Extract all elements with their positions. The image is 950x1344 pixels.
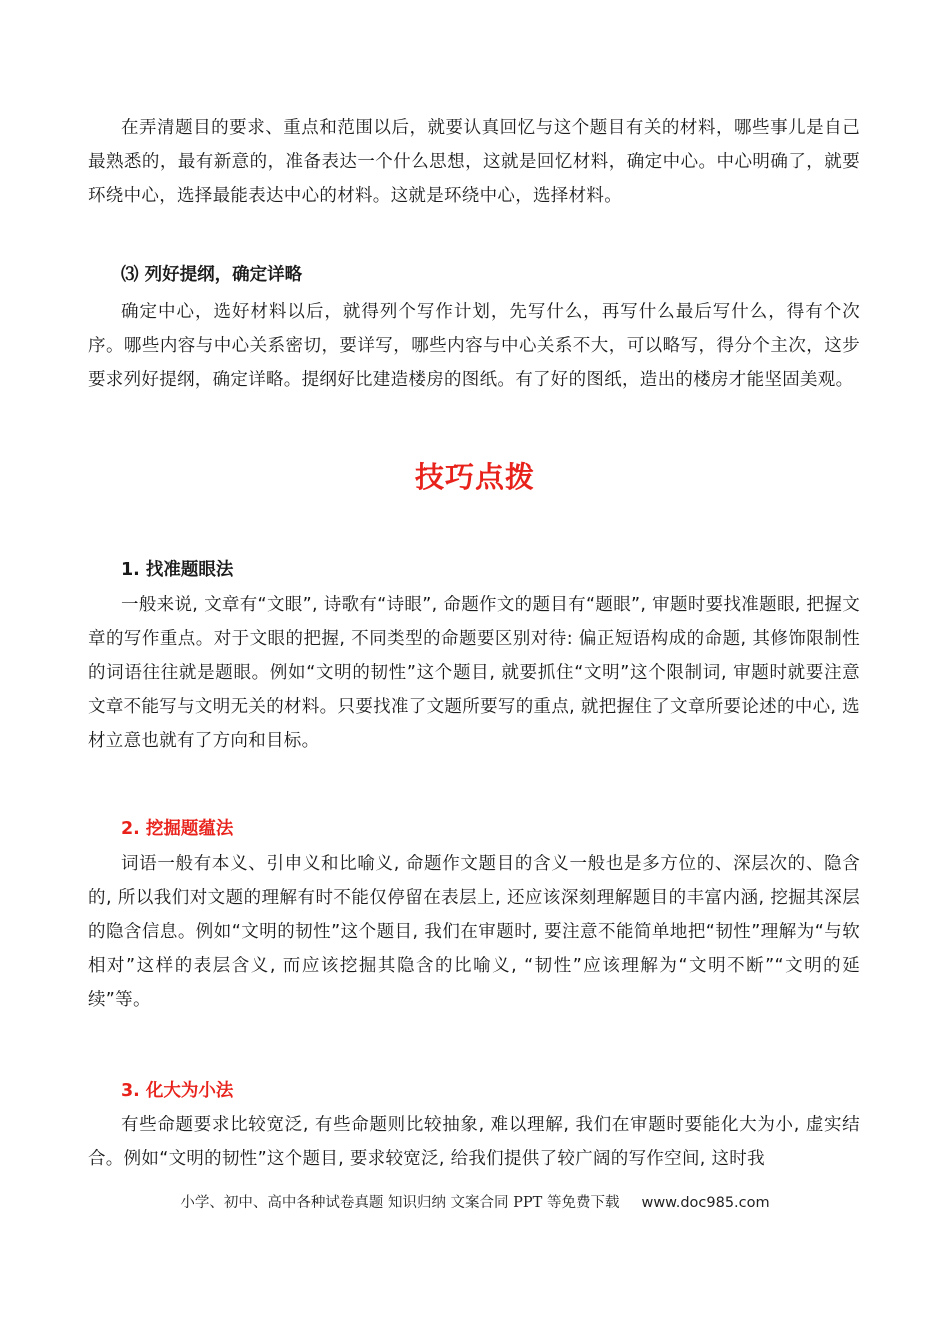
step3-paragraph: 确定中心，选好材料以后，就得列个写作计划，先写什么，再写什么最后写什么，得有个次序。哪些内容与中心关系密切，要详写，哪些内容与中心关系不大，可以略写，得分个主次，这步要求列好提纲，确定详略。提纲好比建造楼房的图纸。有了好的图纸，造出的楼房才能坚固美观。 <box>88 302 860 390</box>
tip1-paragraph: 一般来说, 文章有“文眼”, 诗歌有“诗眼”, 命题作文的题目有“题眼”, 审题时要找准题眼, 把握文章的写作重点。对于文眼的把握, 不同类型的命题要区别对待: 偏正短语构成的命题, 其修饰限制性的词语往往就是题眼。例如“文明的韧性”这个题目, 就要抓住“文明”这个限制词, 审题时就要注意文章不能写与文明无关的材料。只要找准了文题所要写的重点, 就把握住了文章所要论述的中心, 选材立意也就有了方向和目标。 <box>88 595 860 751</box>
footer-text: 小学、初中、高中各种试卷真题 知识归纳 文案合同 PPT 等免费下载 <box>180 1195 620 1211</box>
tip2-paragraph: 词语一般有本义、引申义和比喻义, 命题作文题目的含义一般也是多方位的、深层次的、隐含的, 所以我们对文题的理解有时不能仅停留在表层上, 还应该深刻理解题目的丰富内涵, 挖掘其深层的隐含信息。例如“文明的韧性”这个题目, 我们在审题时, 要注意不能简单地把“韧性”理解为“与软相对”这样的表层含义, 而应该挖掘其隐含的比喻义, “韧性”应该理解为“文明不断”“文明的延续”等。 <box>88 854 860 1010</box>
section-title: 技巧点拨 <box>414 460 535 494</box>
tip2-heading: 2. 挖掘题蕴法 <box>121 819 234 839</box>
intro-paragraph: 在弄清题目的要求、重点和范围以后，就要认真回忆与这个题目有关的材料，哪些事儿是自己最熟悉的，最有新意的，准备表达一个什么思想，这就是回忆材料，确定中心。中心明确了，就要环绕中心，选择最能表达中心的材料。这就是环绕中心，选择材料。 <box>88 118 860 206</box>
tip1-heading: 1. 找准题眼法 <box>121 560 234 580</box>
step3-heading: ⑶ 列好提纲，确定详略 <box>121 265 303 285</box>
tip3-paragraph: 有些命题要求比较宽泛, 有些命题则比较抽象, 难以理解, 我们在审题时要能化大为小, 虚实结合。例如“文明的韧性”这个题目, 要求较宽泛, 给我们提供了较广阔的写作空间, 这时我 <box>88 1115 860 1169</box>
tip3-heading: 3. 化大为小法 <box>121 1081 234 1101</box>
page-footer <box>0 1191 950 1212</box>
footer-url[interactable]: www.doc985.com <box>641 1195 770 1211</box>
